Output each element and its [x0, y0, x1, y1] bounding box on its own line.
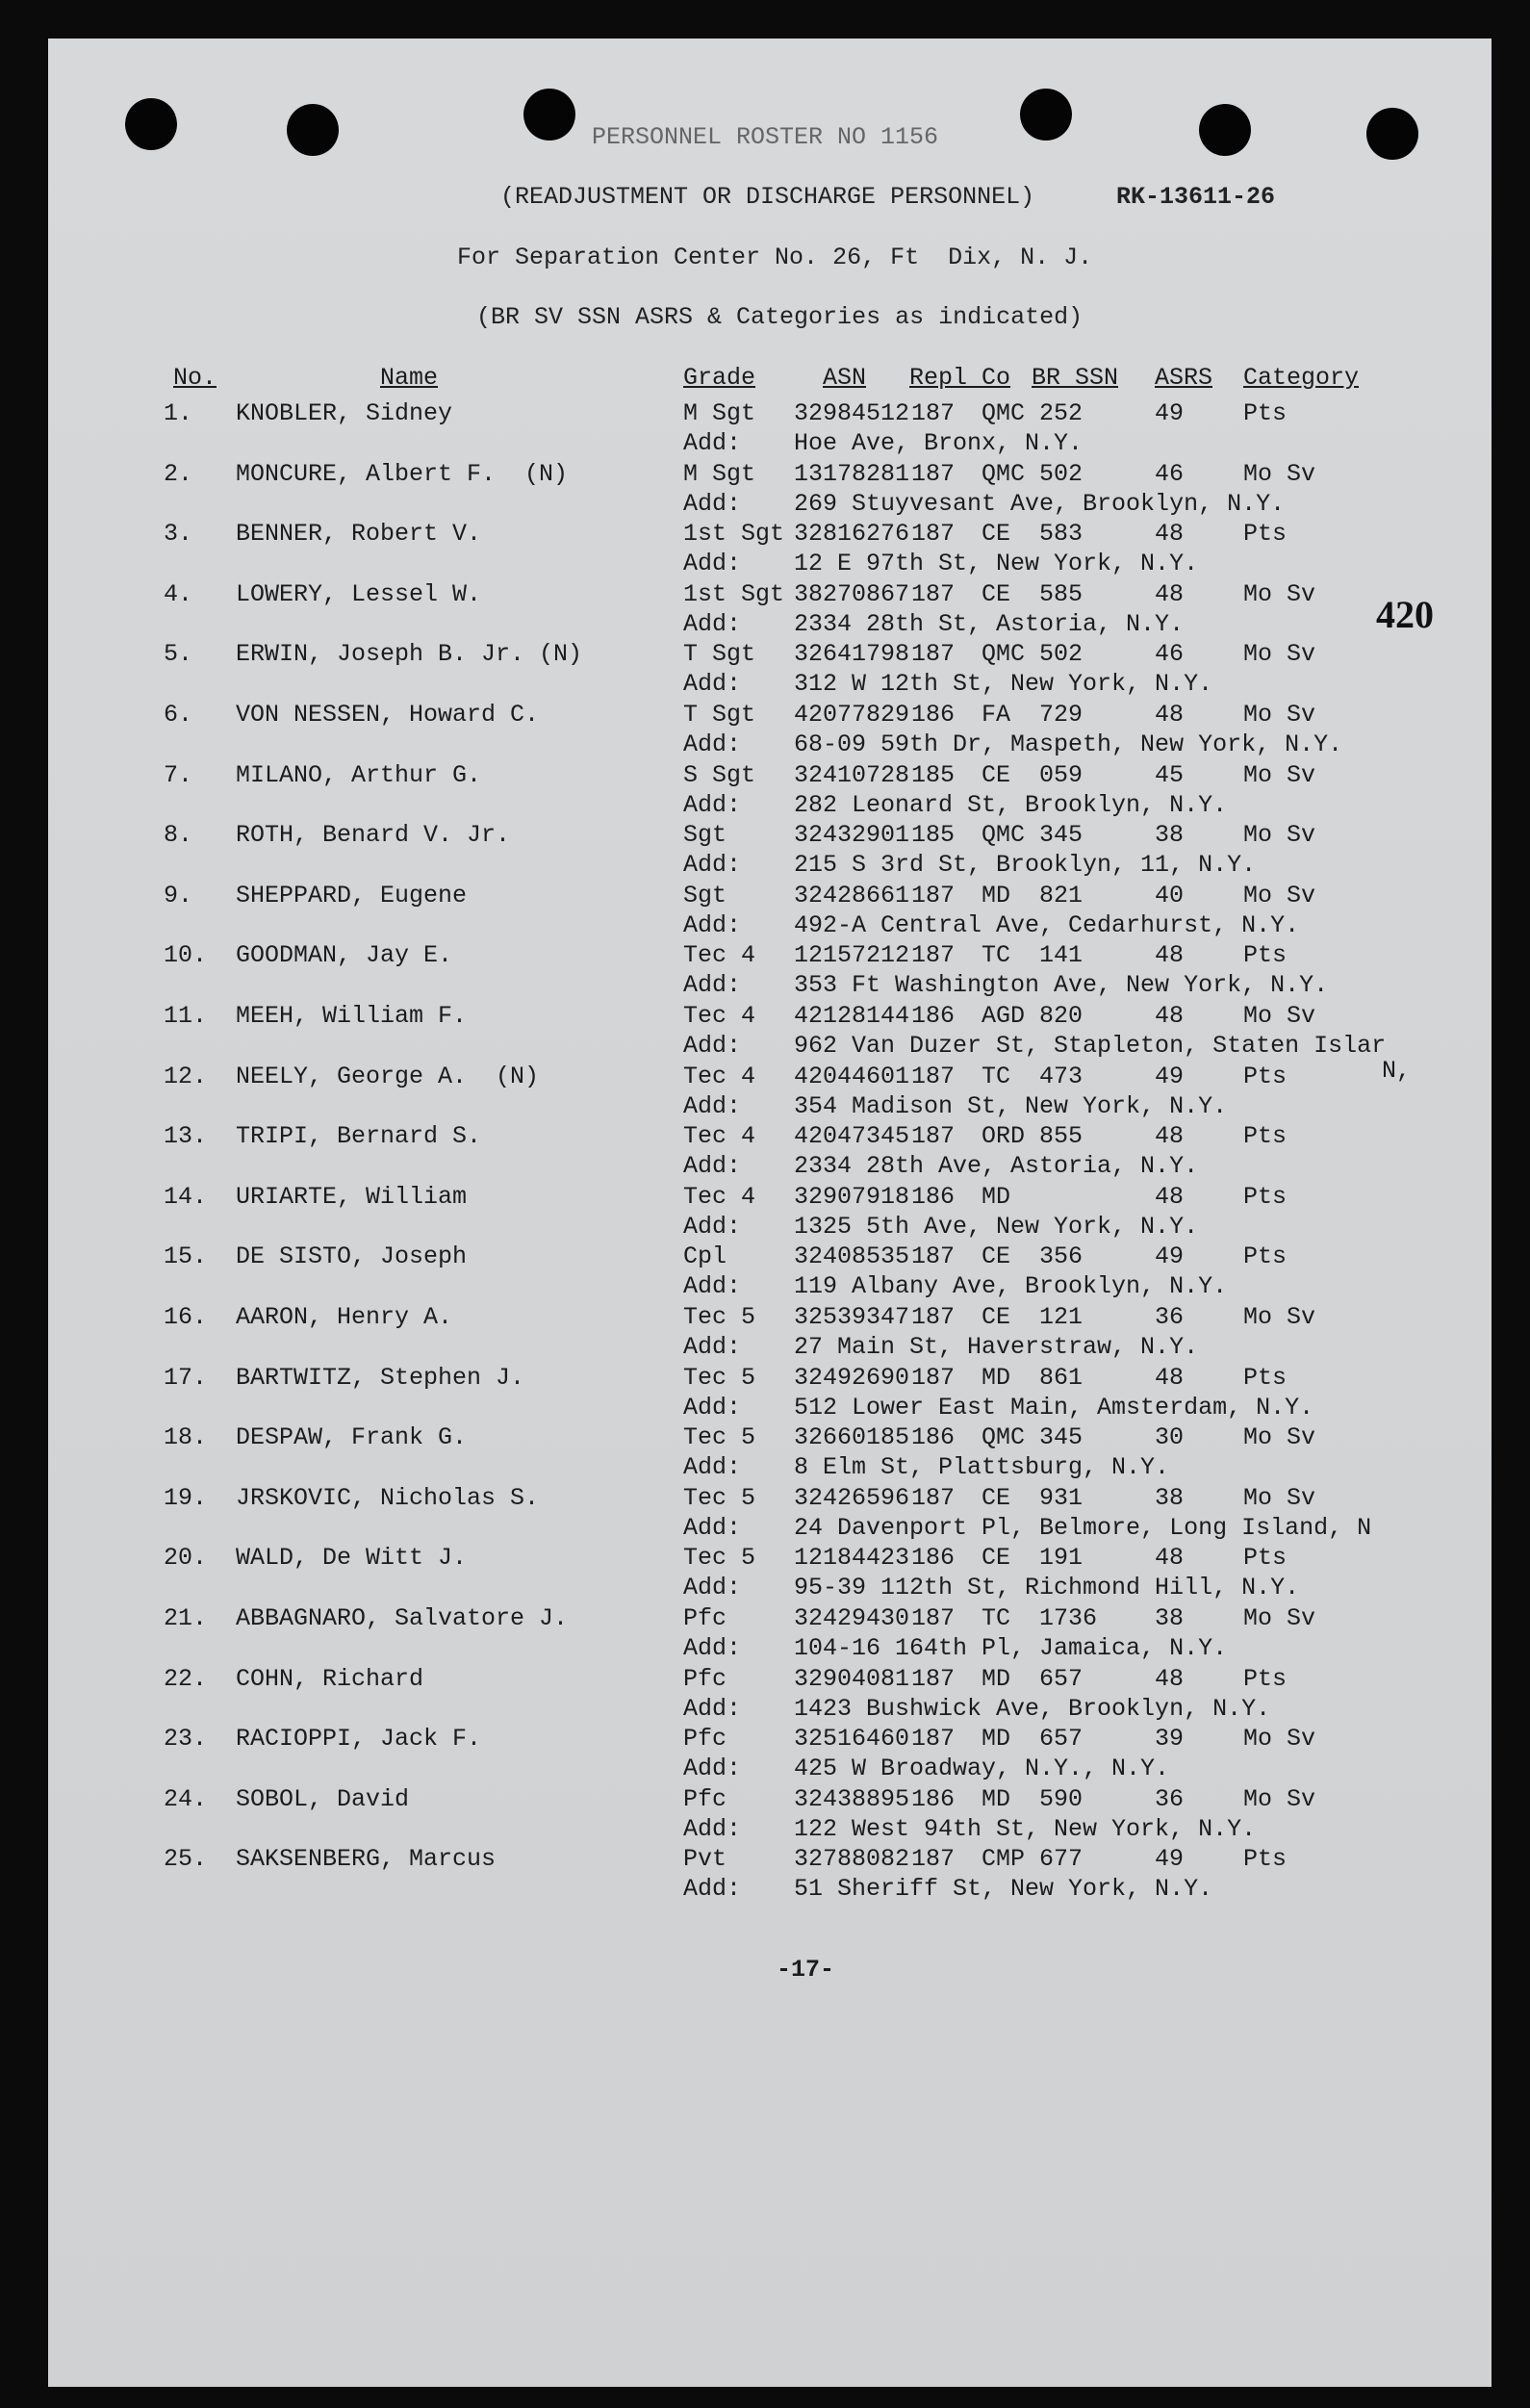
address: 8 Elm St, Plattsburg, N.Y.	[794, 1453, 1170, 1482]
roster-entry	[48, 1785, 1492, 1845]
category: Pts	[1243, 1122, 1288, 1151]
address: 353 Ft Washington Ave, New York, N.Y.	[794, 971, 1329, 1000]
grade: Tec 5	[683, 1483, 756, 1512]
address-label: Add:	[683, 1032, 742, 1060]
category: Pts	[1243, 1544, 1288, 1573]
address-label: Add:	[683, 489, 742, 518]
address: 51 Sheriff St, New York, N.Y.	[794, 1875, 1213, 1904]
address-label: Add:	[683, 851, 742, 880]
asn: 32641798	[794, 640, 910, 669]
repl-co: 187	[911, 1664, 956, 1693]
person-name: SHEPPARD, Eugene	[236, 881, 468, 909]
roster-entry	[48, 941, 1492, 1001]
asn: 32428661	[794, 881, 910, 909]
grade: Tec 4	[683, 1002, 756, 1030]
grade: Tec 4	[683, 1062, 756, 1090]
address: 119 Albany Ave, Brooklyn, N.Y.	[794, 1272, 1228, 1301]
category: Pts	[1243, 520, 1288, 549]
address-label: Add:	[683, 1814, 742, 1843]
asn: 32438895	[794, 1784, 910, 1813]
br-ssn: CE 931	[982, 1483, 1084, 1512]
repl-co: 187	[911, 1303, 956, 1331]
address-label: Add:	[683, 1875, 742, 1904]
repl-co: 187	[911, 1122, 956, 1151]
asn: 32660185	[794, 1423, 910, 1452]
row-number: 2.	[164, 459, 193, 488]
address-label: Add:	[683, 1513, 742, 1542]
repl-co: 187	[911, 1725, 956, 1754]
br-ssn: AGD 820	[982, 1002, 1084, 1030]
repl-co: 187	[911, 579, 956, 608]
address: 2334 28th Ave, Astoria, N.Y.	[794, 1152, 1199, 1181]
br-ssn: QMC 252	[982, 399, 1084, 427]
roster-entry	[48, 1303, 1492, 1363]
br-ssn: FA 729	[982, 701, 1084, 729]
row-number: 13.	[164, 1122, 208, 1151]
col-no: No.	[173, 364, 217, 392]
roster-entry	[48, 1423, 1492, 1483]
grade: Sgt	[683, 821, 727, 850]
br-ssn: TC 1736	[982, 1604, 1098, 1632]
punch-hole	[1366, 108, 1418, 160]
repl-co: 187	[911, 1604, 956, 1632]
address-label: Add:	[683, 429, 742, 457]
row-number: 25.	[164, 1845, 208, 1874]
category: Mo Sv	[1243, 1483, 1316, 1512]
asrs: 48	[1155, 579, 1185, 608]
br-ssn: CE 121	[982, 1303, 1084, 1331]
category: Mo Sv	[1243, 1725, 1316, 1754]
repl-co: 185	[911, 760, 956, 789]
person-name: ROTH, Benard V. Jr.	[236, 821, 511, 850]
br-ssn: ORD 855	[982, 1122, 1084, 1151]
category: Pts	[1243, 1182, 1288, 1211]
category: Pts	[1243, 1845, 1288, 1874]
repl-co: 186	[911, 1423, 956, 1452]
roster-entry	[48, 1242, 1492, 1302]
row-number: 19.	[164, 1483, 208, 1512]
address: 962 Van Duzer St, Stapleton, Staten Islar	[794, 1032, 1387, 1060]
repl-co: 186	[911, 701, 956, 729]
document-page	[48, 38, 1492, 2387]
category: Pts	[1243, 1062, 1288, 1090]
row-number: 21.	[164, 1604, 208, 1632]
br-ssn: QMC 502	[982, 459, 1084, 488]
repl-co: 187	[911, 941, 956, 970]
person-name: GOODMAN, Jay E.	[236, 941, 453, 970]
grade: S Sgt	[683, 760, 756, 789]
address-label: Add:	[683, 1634, 742, 1662]
repl-co: 187	[911, 1483, 956, 1512]
stamp-number: 420	[1376, 593, 1434, 636]
grade: Tec 4	[683, 1182, 756, 1211]
address-label: Add:	[683, 670, 742, 699]
asrs: 38	[1155, 1483, 1185, 1512]
row-number: 4.	[164, 579, 193, 608]
col-asn: ASN	[823, 364, 867, 392]
address: 425 W Broadway, N.Y., N.Y.	[794, 1755, 1170, 1783]
asrs: 38	[1155, 1604, 1185, 1632]
person-name: TRIPI, Bernard S.	[236, 1122, 482, 1151]
br-ssn: CE 583	[982, 520, 1084, 549]
repl-co: 186	[911, 1182, 956, 1211]
row-number: 14.	[164, 1182, 208, 1211]
grade: Pvt	[683, 1845, 727, 1874]
address: 12 E 97th St, New York, N.Y.	[794, 550, 1199, 578]
row-number: 23.	[164, 1725, 208, 1754]
repl-co: 187	[911, 640, 956, 669]
asn: 38270867	[794, 579, 910, 608]
grade: Pfc	[683, 1725, 727, 1754]
roster-entry	[48, 1183, 1492, 1242]
address-label: Add:	[683, 1152, 742, 1181]
repl-co: 187	[911, 1242, 956, 1271]
punch-hole	[1199, 104, 1251, 156]
asrs: 46	[1155, 459, 1185, 488]
category: Mo Sv	[1243, 701, 1316, 729]
repl-co: 187	[911, 881, 956, 909]
roster-entry	[48, 701, 1492, 760]
address: 492-A Central Ave, Cedarhurst, N.Y.	[794, 910, 1300, 939]
punch-hole	[125, 98, 177, 150]
asrs: 48	[1155, 1544, 1185, 1573]
asrs: 38	[1155, 821, 1185, 850]
margin-mark: N,	[1382, 1057, 1412, 1085]
grade: Pfc	[683, 1784, 727, 1813]
address: 512 Lower East Main, Amsterdam, N.Y.	[794, 1393, 1314, 1422]
person-name: JRSKOVIC, Nicholas S.	[236, 1483, 540, 1512]
asrs: 48	[1155, 520, 1185, 549]
grade: M Sgt	[683, 399, 756, 427]
col-category: Category	[1243, 364, 1360, 392]
repl-co: 187	[911, 459, 956, 488]
row-number: 1.	[164, 399, 193, 427]
person-name: RACIOPPI, Jack F.	[236, 1725, 482, 1754]
row-number: 8.	[164, 821, 193, 850]
category: Mo Sv	[1243, 1604, 1316, 1632]
address: 1423 Bushwick Ave, Brooklyn, N.Y.	[794, 1694, 1271, 1723]
person-name: ABBAGNARO, Salvatore J.	[236, 1604, 569, 1632]
page-number: -17-	[777, 1956, 835, 1984]
address-label: Add:	[683, 550, 742, 578]
asrs: 49	[1155, 1845, 1185, 1874]
punch-hole	[1020, 89, 1072, 141]
repl-co: 187	[911, 1845, 956, 1874]
person-name: MEEH, William F.	[236, 1002, 468, 1030]
repl-co: 186	[911, 1544, 956, 1573]
roster-entry	[48, 1002, 1492, 1062]
br-ssn: TC 473	[982, 1062, 1084, 1090]
br-ssn: MD 657	[982, 1664, 1084, 1693]
grade: T Sgt	[683, 640, 756, 669]
roster-entry	[48, 1665, 1492, 1725]
person-name: WALD, De Witt J.	[236, 1544, 468, 1573]
category: Mo Sv	[1243, 1002, 1316, 1030]
category: Pts	[1243, 941, 1288, 970]
grade: 1st Sgt	[683, 579, 785, 608]
address: 1325 5th Ave, New York, N.Y.	[794, 1212, 1199, 1241]
address-label: Add:	[683, 1755, 742, 1783]
person-name: ERWIN, Joseph B. Jr. (N)	[236, 640, 583, 669]
col-asrs: ASRS	[1155, 364, 1213, 392]
asrs: 48	[1155, 1664, 1185, 1693]
address: 282 Leonard St, Brooklyn, N.Y.	[794, 790, 1228, 819]
person-name: SAKSENBERG, Marcus	[236, 1845, 497, 1874]
br-ssn: MD 657	[982, 1725, 1084, 1754]
category: Mo Sv	[1243, 1303, 1316, 1331]
address: 122 West 94th St, New York, N.Y.	[794, 1814, 1257, 1843]
row-number: 20.	[164, 1544, 208, 1573]
address-label: Add:	[683, 1574, 742, 1602]
address-label: Add:	[683, 1694, 742, 1723]
asn: 32492690	[794, 1363, 910, 1392]
br-ssn: CMP 677	[982, 1845, 1084, 1874]
col-grade: Grade	[683, 364, 756, 392]
address: 104-16 164th Pl, Jamaica, N.Y.	[794, 1634, 1228, 1662]
asn: 32410728	[794, 760, 910, 789]
person-name: MILANO, Arthur G.	[236, 760, 482, 789]
person-name: SOBOL, David	[236, 1784, 410, 1813]
separation-center: For Separation Center No. 26, Ft Dix, N. J.	[457, 243, 1093, 271]
row-number: 18.	[164, 1423, 208, 1452]
asn: 32539347	[794, 1303, 910, 1331]
roster-entry	[48, 1364, 1492, 1423]
roster-entry	[48, 520, 1492, 579]
br-ssn: MD 590	[982, 1784, 1084, 1813]
roster-entry	[48, 1604, 1492, 1664]
asrs: 45	[1155, 760, 1185, 789]
person-name: DE SISTO, Joseph	[236, 1242, 468, 1271]
address: 312 W 12th St, New York, N.Y.	[794, 670, 1213, 699]
asn: 32907918	[794, 1182, 910, 1211]
address-label: Add:	[683, 609, 742, 638]
asn: 13178281	[794, 459, 910, 488]
asrs: 49	[1155, 1062, 1185, 1090]
address-label: Add:	[683, 1333, 742, 1361]
person-name: AARON, Henry A.	[236, 1303, 453, 1331]
grade: Sgt	[683, 881, 727, 909]
repl-co: 187	[911, 399, 956, 427]
br-ssn: CE 356	[982, 1242, 1084, 1271]
category: Pts	[1243, 1664, 1288, 1693]
asrs: 36	[1155, 1784, 1185, 1813]
col-name: Name	[380, 364, 439, 392]
col-br-ssn: BR SSN	[1032, 364, 1119, 392]
grade: Pfc	[683, 1604, 727, 1632]
roster-entry	[48, 1484, 1492, 1544]
roster-entry	[48, 1544, 1492, 1603]
category: Mo Sv	[1243, 459, 1316, 488]
br-ssn: MD	[982, 1182, 1011, 1211]
person-name: DESPAW, Frank G.	[236, 1423, 468, 1452]
grade: Tec 5	[683, 1423, 756, 1452]
asrs: 48	[1155, 1002, 1185, 1030]
repl-co: 187	[911, 1363, 956, 1392]
category: Pts	[1243, 1363, 1288, 1392]
asrs: 48	[1155, 1363, 1185, 1392]
address-label: Add:	[683, 730, 742, 758]
br-ssn: CE 585	[982, 579, 1084, 608]
category: Mo Sv	[1243, 579, 1316, 608]
roster-entry	[48, 1122, 1492, 1182]
br-ssn: CE 191	[982, 1544, 1084, 1573]
person-name: MONCURE, Albert F. (N)	[236, 459, 569, 488]
punch-hole	[523, 89, 575, 141]
asn: 32904081	[794, 1664, 910, 1693]
row-number: 11.	[164, 1002, 208, 1030]
punch-hole	[287, 104, 339, 156]
asn: 42047345	[794, 1122, 910, 1151]
address: 269 Stuyvesant Ave, Brooklyn, N.Y.	[794, 489, 1286, 518]
address-label: Add:	[683, 1453, 742, 1482]
roster-entry	[48, 1063, 1492, 1122]
person-name: NEELY, George A. (N)	[236, 1062, 540, 1090]
grade: T Sgt	[683, 701, 756, 729]
row-number: 10.	[164, 941, 208, 970]
category: Mo Sv	[1243, 1423, 1316, 1452]
person-name: LOWERY, Lessel W.	[236, 579, 482, 608]
row-number: 15.	[164, 1242, 208, 1271]
roster-entry	[48, 821, 1492, 881]
grade: Pfc	[683, 1664, 727, 1693]
address-label: Add:	[683, 1393, 742, 1422]
person-name: VON NESSEN, Howard C.	[236, 701, 540, 729]
address-label: Add:	[683, 971, 742, 1000]
roster-entry	[48, 640, 1492, 700]
asn: 32816276	[794, 520, 910, 549]
br-ssn: TC 141	[982, 941, 1084, 970]
address: Hoe Ave, Bronx, N.Y.	[794, 429, 1084, 457]
address: 2334 28th St, Astoria, N.Y.	[794, 609, 1185, 638]
col-repl-co: Repl Co	[909, 364, 1011, 392]
asrs: 48	[1155, 1182, 1185, 1211]
roster-entry	[48, 460, 1492, 520]
address: 354 Madison St, New York, N.Y.	[794, 1091, 1228, 1120]
roster-entry	[48, 1845, 1492, 1905]
person-name: URIARTE, William	[236, 1182, 468, 1211]
asrs: 48	[1155, 941, 1185, 970]
person-name: BENNER, Robert V.	[236, 520, 482, 549]
address: 215 S 3rd St, Brooklyn, 11, N.Y.	[794, 851, 1257, 880]
repl-co: 185	[911, 821, 956, 850]
br-ssn: QMC 502	[982, 640, 1084, 669]
person-name: KNOBLER, Sidney	[236, 399, 453, 427]
repl-co: 186	[911, 1784, 956, 1813]
asrs: 39	[1155, 1725, 1185, 1754]
br-ssn: QMC 345	[982, 821, 1084, 850]
grade: Cpl	[683, 1242, 727, 1271]
row-number: 24.	[164, 1784, 208, 1813]
address-label: Add:	[683, 910, 742, 939]
category: Pts	[1243, 399, 1288, 427]
address-label: Add:	[683, 1272, 742, 1301]
row-number: 9.	[164, 881, 193, 909]
roster-entry	[48, 761, 1492, 821]
person-name: BARTWITZ, Stephen J.	[236, 1363, 525, 1392]
br-ssn: CE 059	[982, 760, 1084, 789]
category: Mo Sv	[1243, 1784, 1316, 1813]
category: Mo Sv	[1243, 640, 1316, 669]
asrs: 40	[1155, 881, 1185, 909]
asn: 32429430	[794, 1604, 910, 1632]
repl-co: 186	[911, 1002, 956, 1030]
roster-title: PERSONNEL ROSTER NO 1156	[592, 123, 939, 151]
asn: 32516460	[794, 1725, 910, 1754]
asrs: 36	[1155, 1303, 1185, 1331]
categories-note: (BR SV SSN ASRS & Categories as indicated)	[476, 303, 1084, 331]
asrs: 49	[1155, 399, 1185, 427]
asn: 32432901	[794, 821, 910, 850]
row-number: 3.	[164, 520, 193, 549]
address: 24 Davenport Pl, Belmore, Long Island, N	[794, 1513, 1372, 1542]
person-name: COHN, Richard	[236, 1664, 424, 1693]
asn: 32788082	[794, 1845, 910, 1874]
roster-entry	[48, 399, 1492, 459]
address-label: Add:	[683, 1091, 742, 1120]
category: Mo Sv	[1243, 881, 1316, 909]
asn: 12184423	[794, 1544, 910, 1573]
address: 95-39 112th St, Richmond Hill, N.Y.	[794, 1574, 1300, 1602]
grade: 1st Sgt	[683, 520, 785, 549]
roster-subtitle: (READJUSTMENT OR DISCHARGE PERSONNEL)	[500, 183, 1035, 211]
reference-number: RK-13611-26	[1116, 183, 1276, 211]
category: Pts	[1243, 1242, 1288, 1271]
grade: Tec 4	[683, 1122, 756, 1151]
address: 27 Main St, Haverstraw, N.Y.	[794, 1333, 1199, 1361]
address-label: Add:	[683, 790, 742, 819]
row-number: 12.	[164, 1062, 208, 1090]
asrs: 49	[1155, 1242, 1185, 1271]
asn: 32408535	[794, 1242, 910, 1271]
asn: 32426596	[794, 1483, 910, 1512]
roster-entry	[48, 580, 1492, 640]
roster-entry	[48, 882, 1492, 941]
repl-co: 187	[911, 1062, 956, 1090]
address: 68-09 59th Dr, Maspeth, New York, N.Y.	[794, 730, 1343, 758]
br-ssn: QMC 345	[982, 1423, 1084, 1452]
category: Mo Sv	[1243, 821, 1316, 850]
repl-co: 187	[911, 520, 956, 549]
asn: 32984512	[794, 399, 910, 427]
row-number: 22.	[164, 1664, 208, 1693]
br-ssn: MD 861	[982, 1363, 1084, 1392]
asn: 12157212	[794, 941, 910, 970]
asrs: 48	[1155, 701, 1185, 729]
roster-entry	[48, 1725, 1492, 1784]
row-number: 17.	[164, 1363, 208, 1392]
grade: Tec 4	[683, 941, 756, 970]
row-number: 6.	[164, 701, 193, 729]
row-number: 5.	[164, 640, 193, 669]
row-number: 7.	[164, 760, 193, 789]
asn: 42044601	[794, 1062, 910, 1090]
asrs: 48	[1155, 1122, 1185, 1151]
grade: Tec 5	[683, 1544, 756, 1573]
row-number: 16.	[164, 1303, 208, 1331]
grade: Tec 5	[683, 1303, 756, 1331]
asn: 42077829	[794, 701, 910, 729]
address-label: Add:	[683, 1212, 742, 1241]
category: Mo Sv	[1243, 760, 1316, 789]
grade: Tec 5	[683, 1363, 756, 1392]
asrs: 30	[1155, 1423, 1185, 1452]
br-ssn: MD 821	[982, 881, 1084, 909]
asrs: 46	[1155, 640, 1185, 669]
grade: M Sgt	[683, 459, 756, 488]
asn: 42128144	[794, 1002, 910, 1030]
